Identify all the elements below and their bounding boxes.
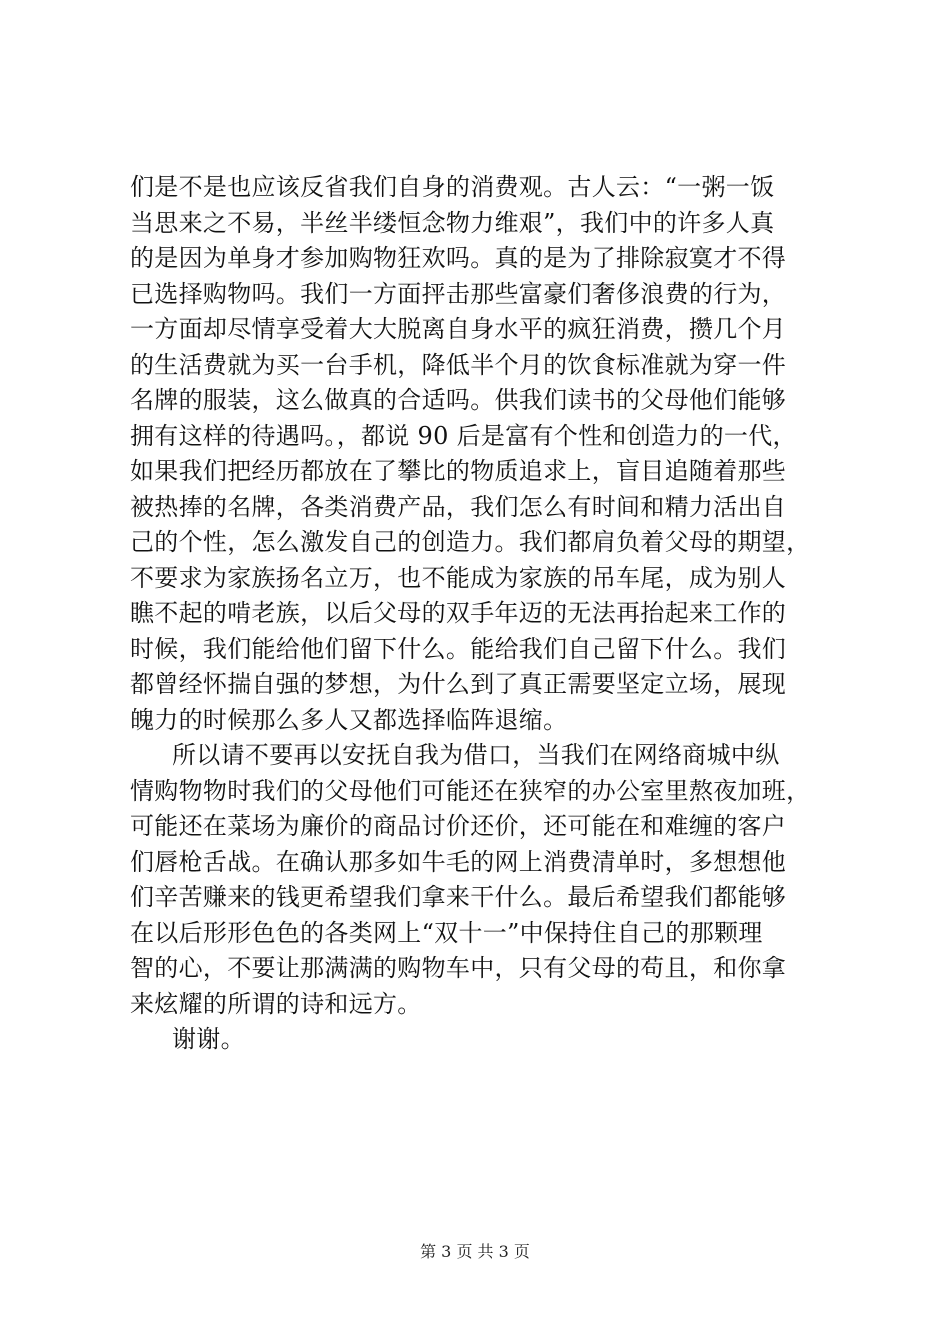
text-line: 被热捧的名牌，各类消费产品，我们怎么有时间和精力活出自 <box>130 492 787 521</box>
page-footer: 第 3 页 共 3 页 <box>420 1242 530 1261</box>
text-line: 们辛苦赚来的钱更希望我们拿来干什么。最后希望我们都能够 <box>130 883 787 911</box>
text-line: 拥有这样的待遇吗。，都说 90 后是富有个性和创造力的一代， <box>130 421 797 450</box>
text-line: 瞧不起的啃老族，以后父母的双手年迈的无法再抬起来工作的 <box>130 599 787 627</box>
text-line: 时候，我们能给他们留下什么。能给我们自己留下什么。我们 <box>130 634 787 663</box>
text-line: 一方面却尽情享受着大大脱离自身水平的疯狂消费，攒几个月 <box>130 315 787 343</box>
text-line: 魄力的时候那么多人又都选择临阵退缩。 <box>130 705 568 734</box>
text-line: 如果我们把经历都放在了攀比的物质追求上，盲目追随着那些 <box>130 457 787 485</box>
text-line: 智的心，不要让那满满的购物车中，只有父母的苟且，和你拿 <box>130 954 787 982</box>
text-line: 们是不是也应该反省我们自身的消费观。古人云：“一粥一饭 <box>130 173 775 201</box>
text-line: 情购物物时我们的父母他们可能还在狭窄的办公室里熬夜加班， <box>130 776 811 805</box>
text-line: 己的个性，怎么激发自己的创造力。我们都肩负着父母的期望， <box>130 528 811 556</box>
text-line: 的是因为单身才参加购物狂欢吗。真的是为了排除寂寞才不得 <box>130 244 787 272</box>
paragraph-start-line: 所以请不要再以安抚自我为借口，当我们在网络商城中纵 <box>172 741 780 769</box>
body-text <box>130 170 830 1058</box>
closing-line: 谢谢。 <box>172 1025 245 1053</box>
text-line: 的生活费就为买一台手机，降低半个月的饮食标准就为穿一件 <box>130 350 787 379</box>
text-line: 们唇枪舌战。在确认那多如牛毛的网上消费清单时，多想想他 <box>130 847 787 876</box>
text-line: 在以后形形色色的各类网上“双十一”中保持住自己的那颗理 <box>130 918 763 947</box>
text-line: 可能还在菜场为廉价的商品讨价还价，还可能在和难缠的客户 <box>130 812 787 840</box>
text-line: 名牌的服装，这么做真的合适吗。供我们读书的父母他们能够 <box>130 386 787 414</box>
text-line: 当思来之不易，半丝半缕恒念物力维艰”，我们中的许多人真 <box>130 208 775 237</box>
text-line: 都曾经怀揣自强的梦想，为什么到了真正需要坚定立场，展现 <box>130 670 787 698</box>
text-line: 已选择购物吗。我们一方面抨击那些富豪们奢侈浪费的行为， <box>130 279 787 308</box>
text-line: 来炫耀的所谓的诗和远方。 <box>130 989 422 1018</box>
text-line: 不要求为家族扬名立万，也不能成为家族的吊车尾，成为别人 <box>130 563 787 592</box>
